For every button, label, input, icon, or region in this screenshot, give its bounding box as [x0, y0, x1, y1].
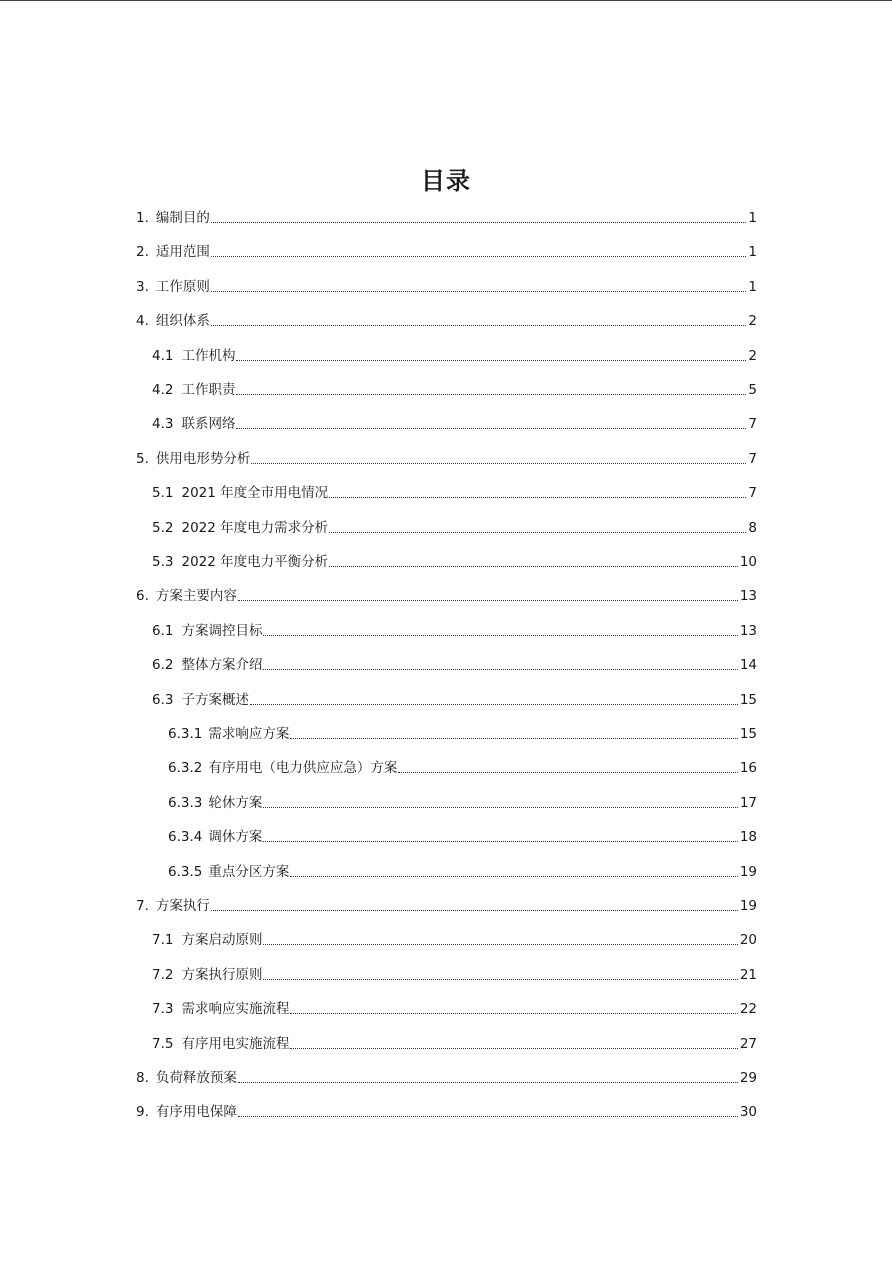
toc-entry-number: 7.1: [152, 932, 174, 949]
toc-dot-leader: [238, 1082, 738, 1083]
toc-entry-title: 联系网络: [181, 416, 236, 433]
toc-entry-number: 1.: [136, 210, 149, 226]
toc-entry-title: 工作机构: [181, 347, 236, 364]
toc-entry-number: 7.3: [152, 1001, 174, 1018]
toc-entry-page-number: 21: [739, 966, 757, 983]
toc-entry-title: 适用范围: [155, 244, 210, 261]
toc-entry-title: 2021 年度全市用电情况: [181, 485, 329, 502]
toc-entry-number: 3.: [136, 278, 149, 295]
toc-dot-leader: [238, 1116, 738, 1117]
toc-entry-page-number: 15: [739, 726, 757, 742]
toc-dot-leader: [329, 532, 746, 533]
toc-entry-number: 6.3.2: [168, 760, 203, 777]
toc-entry-title: 负荷释放预案: [155, 1070, 237, 1086]
toc-entry[interactable]: [152, 480, 757, 502]
toc-entry-number: 6.2: [152, 657, 174, 674]
toc-entry-page-number: 27: [739, 1035, 757, 1052]
toc-entry-page-number: 14: [739, 657, 757, 674]
toc-dot-leader: [263, 979, 737, 980]
toc-entry-page-number: 1: [748, 278, 757, 295]
toc-entry-number: 5.: [136, 450, 149, 467]
toc-entry[interactable]: [168, 824, 757, 846]
toc-dot-leader: [329, 566, 738, 567]
toc-entry-title: 子方案概述: [181, 691, 249, 708]
toc-dot-leader: [211, 291, 747, 292]
toc-entry-number: 4.2: [152, 382, 174, 398]
toc-entry-page-number: 5: [748, 382, 757, 398]
toc-dot-leader: [290, 1013, 737, 1014]
toc-entry-page-number: 2: [748, 347, 757, 364]
toc-entry-title: 方案调控目标: [181, 622, 263, 639]
toc-entry-number: 6.3.1: [168, 726, 203, 742]
toc-dot-leader: [211, 910, 738, 911]
toc-dot-leader: [238, 600, 738, 601]
toc-dot-leader: [211, 256, 747, 257]
toc-entry-page-number: 30: [739, 1104, 757, 1121]
toc-entry-number: 2.: [136, 244, 149, 261]
toc-entry[interactable]: [152, 377, 757, 399]
toc-entry-page-number: 18: [739, 829, 757, 846]
toc-entry-number: 7.2: [152, 966, 174, 983]
toc-entry-title: 需求响应实施流程: [181, 1001, 290, 1018]
toc-entry-number: 9.: [136, 1104, 149, 1121]
toc-entry-title: 编制目的: [155, 210, 210, 226]
toc-dot-leader: [329, 497, 746, 498]
toc-entry-title: 调休方案: [208, 829, 263, 846]
toc-entry-page-number: 10: [739, 554, 757, 570]
toc-entry-page-number: 19: [739, 863, 757, 880]
toc-entry-title: 方案主要内容: [155, 588, 237, 605]
toc-entry[interactable]: [152, 927, 757, 949]
toc-entry-number: 6.1: [152, 622, 174, 639]
toc-dot-leader: [263, 635, 737, 636]
toc-entry-title: 工作职责: [181, 382, 236, 398]
toc-entry-number: 5.3: [152, 554, 174, 570]
toc-entry-number: 6.3: [152, 691, 174, 708]
toc-entry-page-number: 22: [739, 1001, 757, 1018]
toc-entry[interactable]: [152, 687, 757, 709]
toc-entry-page-number: 7: [748, 450, 757, 467]
toc-entry-page-number: 13: [739, 588, 757, 605]
toc-entry-title: 方案执行: [155, 898, 210, 914]
toc-entry-page-number: 7: [748, 416, 757, 433]
toc-entry-title: 方案执行原则: [181, 966, 263, 983]
toc-entry-page-number: 16: [739, 760, 757, 777]
toc-entry-page-number: 29: [739, 1070, 757, 1086]
toc-entry-number: 8.: [136, 1070, 149, 1086]
toc-dot-leader: [250, 704, 738, 705]
toc-dot-leader: [263, 669, 737, 670]
toc-title: 目录: [421, 167, 471, 195]
toc-entry-title: 供用电形势分析: [155, 450, 251, 467]
toc-dot-leader: [236, 428, 746, 429]
toc-entry-page-number: 20: [739, 932, 757, 949]
toc-entry-page-number: 8: [748, 519, 757, 536]
toc-dot-leader: [263, 807, 737, 808]
toc-entry-number: 7.5: [152, 1035, 174, 1052]
toc-entry[interactable]: [136, 308, 757, 330]
toc-entry-number: 5.1: [152, 485, 174, 502]
toc-entry-page-number: 7: [748, 485, 757, 502]
toc-entry-page-number: 17: [739, 794, 757, 811]
toc-entry-title: 组织体系: [155, 313, 210, 330]
toc-entry-title: 需求响应方案: [208, 726, 290, 742]
toc-entry[interactable]: [152, 618, 757, 640]
toc-entry[interactable]: [168, 755, 757, 777]
toc-entry[interactable]: [168, 721, 757, 743]
toc-entry[interactable]: [168, 790, 757, 812]
toc-entry-page-number: 13: [739, 622, 757, 639]
toc-entry-number: 7.: [136, 898, 149, 914]
toc-entry[interactable]: [152, 996, 757, 1018]
toc-entry[interactable]: [136, 205, 757, 227]
toc-dot-leader: [290, 738, 737, 739]
toc-entry-title: 2022 年度电力需求分析: [181, 519, 329, 536]
toc-entry-number: 6.3.4: [168, 829, 203, 846]
toc-dot-leader: [211, 325, 747, 326]
toc-entry-number: 4.1: [152, 347, 174, 364]
toc-entry-title: 2022 年度电力平衡分析: [181, 554, 329, 570]
toc-entry-number: 4.3: [152, 416, 174, 433]
toc-entry-page-number: 15: [739, 691, 757, 708]
toc-dot-leader: [263, 944, 737, 945]
toc-entry-title: 整体方案介绍: [181, 657, 263, 674]
toc-entry-title: 有序用电实施流程: [181, 1035, 290, 1052]
toc-entry-title: 方案启动原则: [181, 932, 263, 949]
toc-dot-leader: [236, 360, 746, 361]
toc-entry-number: 5.2: [152, 519, 174, 536]
toc-entry-page-number: 1: [748, 244, 757, 261]
toc-entry[interactable]: [152, 515, 757, 537]
toc-entry[interactable]: [136, 239, 757, 261]
toc-dot-leader: [398, 772, 737, 773]
toc-dot-leader: [263, 841, 737, 842]
toc-entry[interactable]: [152, 411, 757, 433]
toc-dot-leader: [211, 222, 747, 223]
toc-entry[interactable]: [152, 343, 757, 365]
toc-dot-leader: [290, 1048, 737, 1049]
toc-entry-title: 工作原则: [155, 278, 210, 295]
toc-entry[interactable]: [136, 274, 757, 296]
toc-entry[interactable]: [136, 1099, 757, 1121]
toc-entry[interactable]: [152, 962, 757, 984]
toc-entry[interactable]: [136, 583, 757, 605]
toc-entry[interactable]: [152, 549, 757, 571]
toc-entry[interactable]: [136, 1065, 757, 1087]
toc-entry-page-number: 2: [748, 313, 757, 330]
toc-entry-title: 有序用电保障: [155, 1104, 237, 1121]
toc-dot-leader: [251, 463, 746, 464]
toc-entry[interactable]: [136, 446, 757, 468]
toc-entry[interactable]: [136, 893, 757, 915]
toc-entry-number: 4.: [136, 313, 149, 330]
toc-entry-title: 轮休方案: [208, 794, 263, 811]
toc-entry-number: 6.: [136, 588, 149, 605]
toc-entry-number: 6.3.5: [168, 863, 203, 880]
toc-entry-title: 有序用电（电力供应应急）方案: [208, 760, 398, 777]
toc-dot-leader: [236, 394, 746, 395]
toc-entry[interactable]: [152, 1031, 757, 1053]
toc-entry-title: 重点分区方案: [208, 863, 290, 880]
toc-entry[interactable]: [168, 859, 757, 881]
toc-entry[interactable]: [152, 652, 757, 674]
toc-entry-number: 6.3.3: [168, 794, 203, 811]
toc-entry-page-number: 1: [748, 210, 757, 226]
toc-entry-page-number: 19: [739, 898, 757, 914]
toc-dot-leader: [290, 876, 737, 877]
